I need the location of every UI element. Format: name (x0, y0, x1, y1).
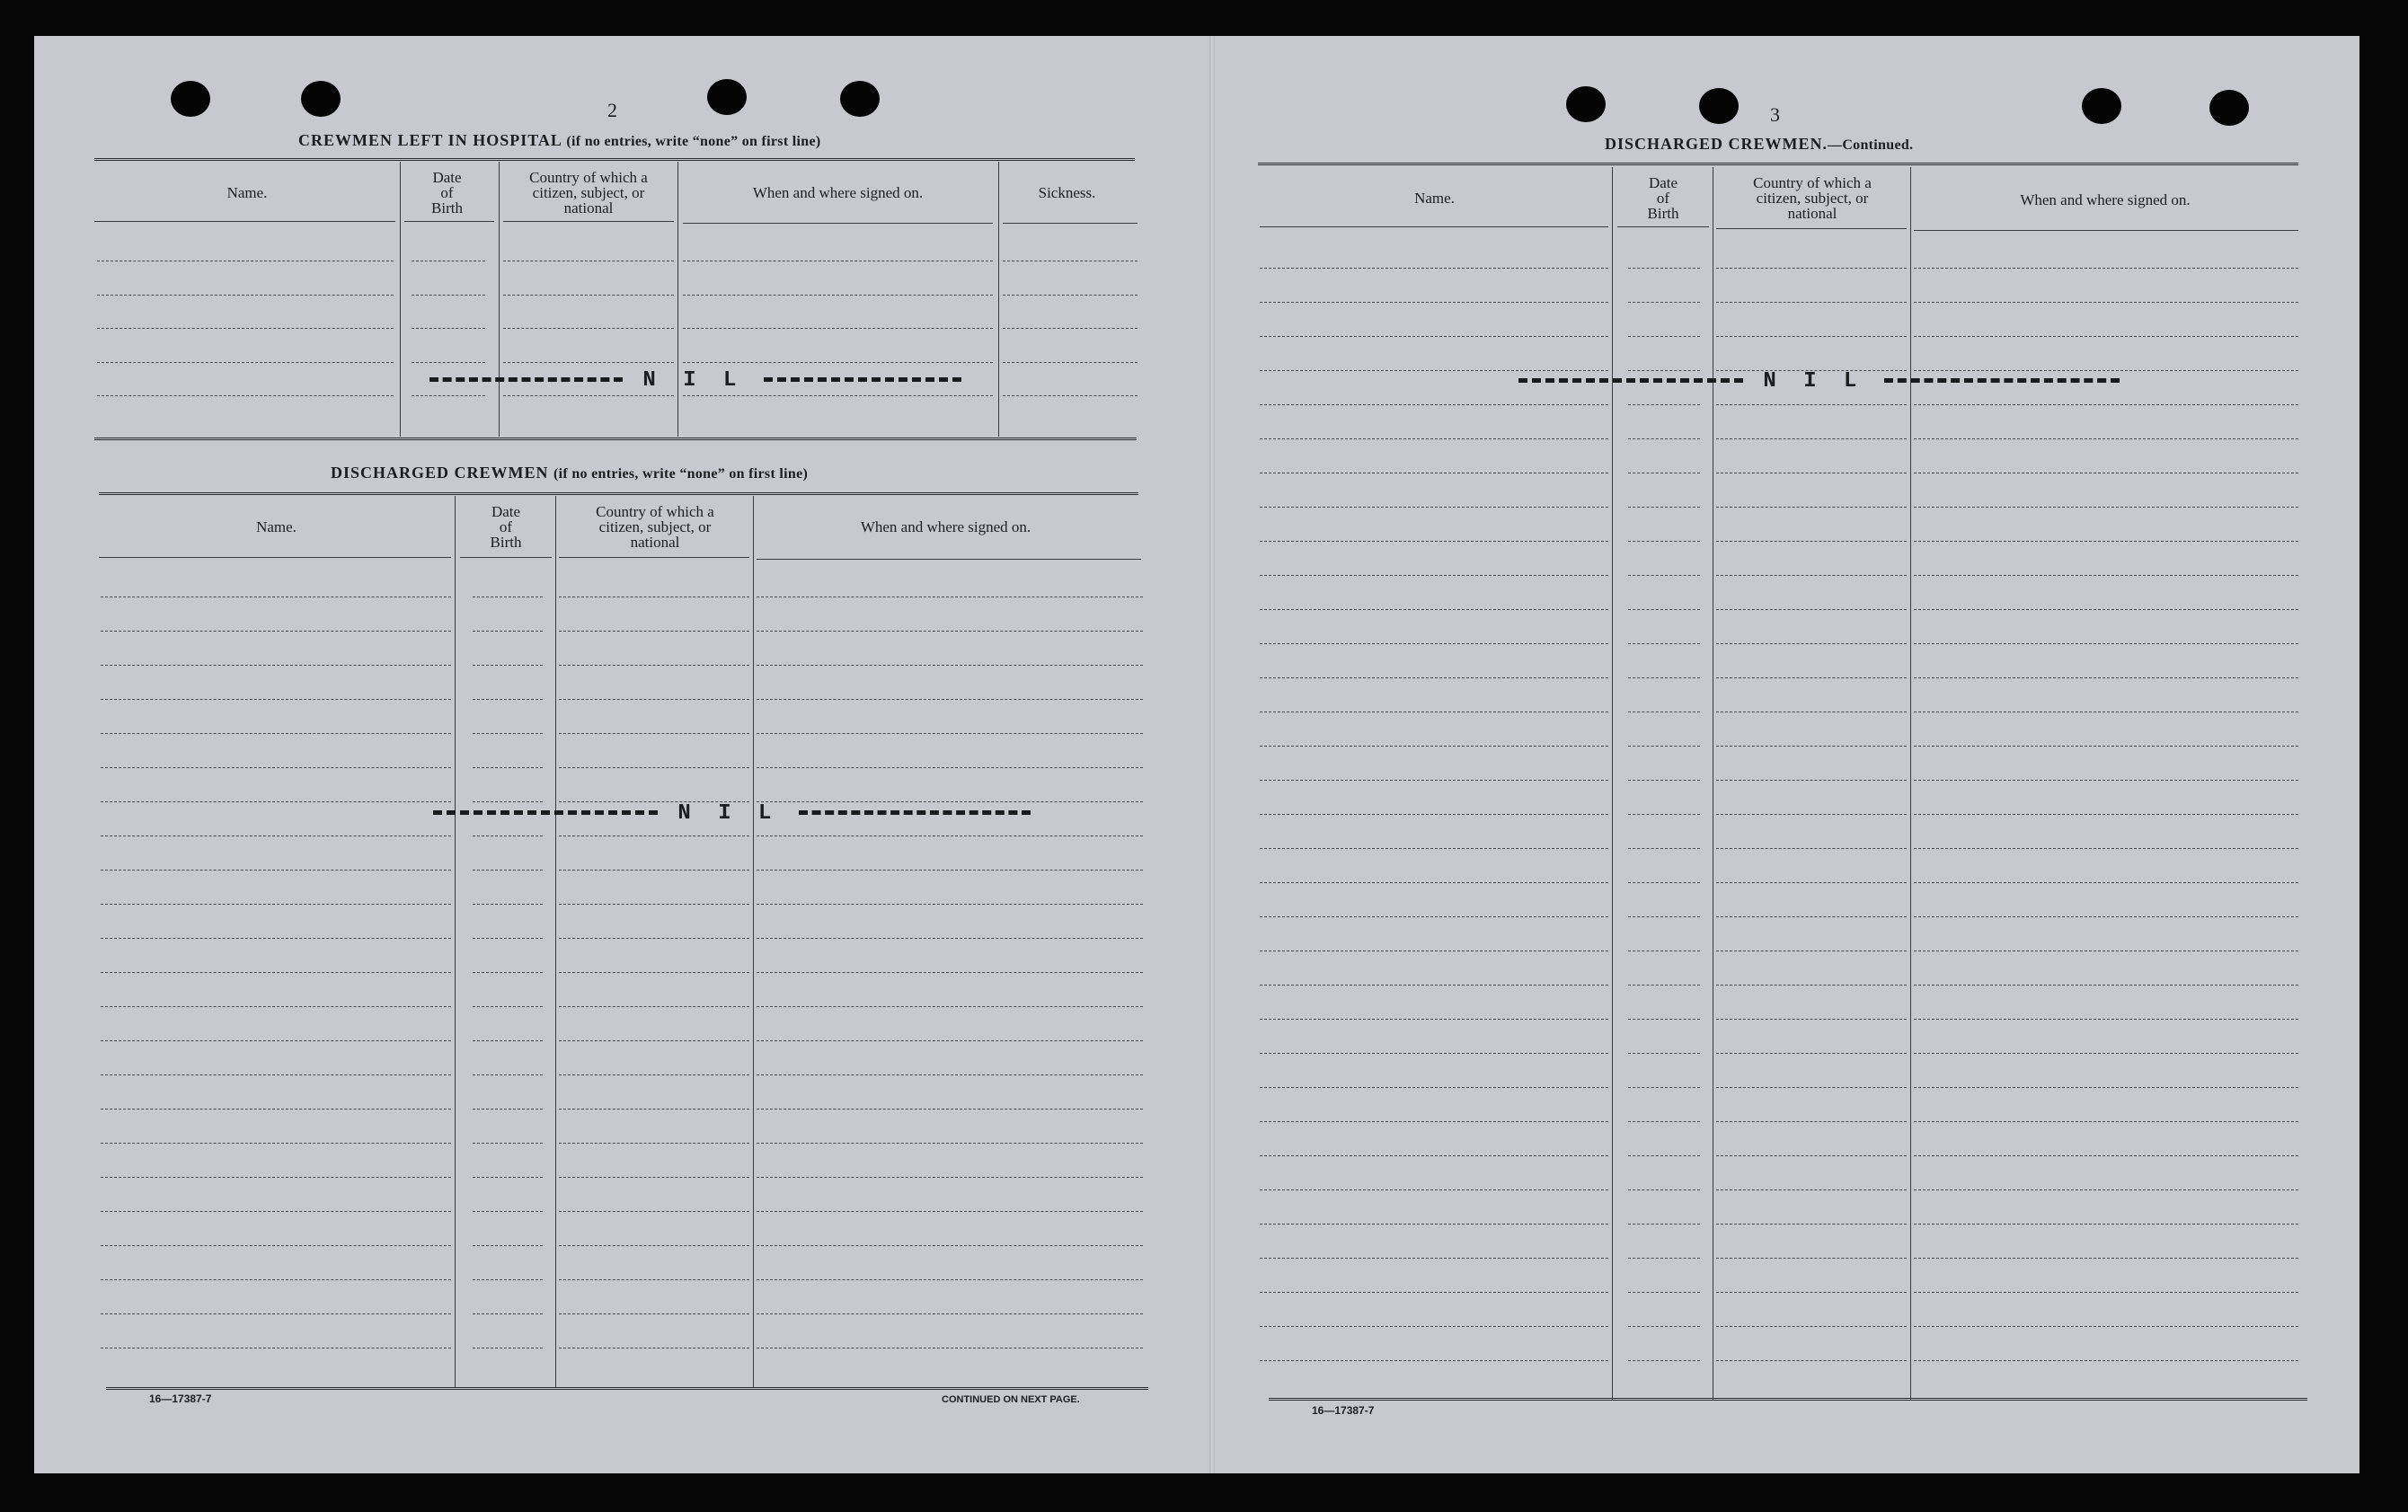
entry-line (559, 1245, 749, 1246)
nil-dash (799, 810, 1031, 815)
entry-line (101, 1245, 451, 1246)
entry-line (1628, 1121, 1700, 1122)
entry-line (559, 733, 749, 734)
hospital-title-note: (if no entries, write “none” on first line) (566, 134, 821, 149)
continued-on-next-page: CONTINUED ON NEXT PAGE. (942, 1394, 1080, 1405)
hospital-col-divider (400, 162, 401, 437)
entry-line (559, 972, 749, 973)
hospital-top-rule (94, 158, 1135, 161)
entry-line (1716, 575, 1907, 576)
discharged-col-dob: Date of Birth (490, 502, 522, 551)
hospital-section-title (298, 131, 820, 150)
entry-line (1716, 268, 1907, 269)
entry-line (1260, 1189, 1608, 1190)
entry-line (1716, 746, 1907, 747)
left-page-number: 2 (607, 99, 617, 121)
entry-line (1628, 814, 1700, 815)
entry-line (1003, 328, 1138, 329)
discharged-header-underline (559, 557, 749, 558)
entry-line (1628, 848, 1700, 849)
entry-line (1716, 882, 1907, 883)
entry-line (1914, 814, 2298, 815)
entry-line (1716, 1087, 1907, 1088)
entry-line (101, 665, 451, 666)
entry-line (101, 1143, 451, 1144)
entry-line (559, 1074, 749, 1075)
entry-line (101, 972, 451, 973)
entry-line (1716, 1155, 1907, 1156)
entry-line (1716, 438, 1907, 439)
entry-line (473, 665, 543, 666)
entry-line (101, 1313, 451, 1314)
entry-line (412, 295, 485, 296)
entry-line (559, 1313, 749, 1314)
discharged-nil-text: N I L (677, 801, 779, 826)
entry-line (559, 1040, 749, 1041)
entry-line (1914, 404, 2298, 405)
entry-line (1914, 302, 2298, 303)
entry-line (1628, 1258, 1700, 1259)
entry-line (1628, 746, 1700, 747)
entry-line (473, 1040, 543, 1041)
entry-line (1260, 1087, 1608, 1088)
hospital-header-underline (683, 223, 993, 224)
right-page-number: 3 (1770, 103, 1780, 126)
entry-line (1914, 1189, 2298, 1190)
entry-line (473, 972, 543, 973)
nil-dash (764, 377, 961, 382)
entry-line (1914, 1019, 2298, 1020)
entry-line (1260, 1360, 1608, 1361)
entry-line (101, 1040, 451, 1041)
right-form-number: 16—17387-7 (1312, 1404, 1375, 1417)
entry-line (757, 972, 1143, 973)
entry-line (101, 870, 451, 871)
entry-line (473, 1279, 543, 1280)
entry-line (101, 1279, 451, 1280)
entry-line (101, 699, 451, 700)
entry-line (1628, 1224, 1700, 1225)
entry-line (757, 1109, 1143, 1110)
entry-line (559, 1177, 749, 1178)
right-bottom-rule (1269, 1398, 2307, 1401)
entry-line (97, 295, 394, 296)
entry-line (757, 767, 1143, 768)
entry-line (1716, 985, 1907, 986)
entry-line (1628, 1019, 1700, 1020)
entry-line (473, 1074, 543, 1075)
entry-line (101, 904, 451, 905)
entry-line (412, 362, 485, 363)
entry-line (1716, 1360, 1907, 1361)
entry-line (683, 295, 993, 296)
entry-line (101, 1211, 451, 1212)
entry-line (1628, 677, 1700, 678)
entry-line (1716, 1326, 1907, 1327)
discharged-col-name: Name. (256, 517, 297, 535)
entry-line (1716, 1189, 1907, 1190)
hospital-col-divider (677, 162, 678, 437)
right-header-underline (1914, 230, 2298, 231)
entry-line (1914, 1292, 2298, 1293)
entry-line (1628, 780, 1700, 781)
entry-line (1716, 609, 1907, 610)
discharged-section-title (331, 464, 808, 482)
discharged-header-underline (757, 559, 1141, 560)
entry-line (1003, 295, 1138, 296)
entry-line (473, 767, 543, 768)
entry-line (1716, 336, 1907, 337)
hospital-col-sickness: Sickness. (1038, 183, 1096, 201)
entry-line (101, 1177, 451, 1178)
entry-line (1628, 1053, 1700, 1054)
entry-line (473, 1211, 543, 1212)
entry-line (1628, 438, 1700, 439)
hospital-header-underline (404, 221, 494, 222)
entry-line (1260, 404, 1608, 405)
discharged-col-divider (455, 496, 456, 1387)
entry-line (1716, 643, 1907, 644)
entry-line (757, 1177, 1143, 1178)
entry-line (757, 665, 1143, 666)
entry-line (683, 362, 993, 363)
entry-line (1260, 302, 1608, 303)
entry-line (1914, 780, 2298, 781)
entry-line (1260, 1258, 1608, 1259)
entry-line (757, 1040, 1143, 1041)
entry-line (1260, 916, 1608, 917)
right-col-divider (1612, 167, 1613, 1400)
right-nil-text: N I L (1763, 369, 1864, 393)
entry-line (1716, 848, 1907, 849)
entry-line (1914, 1087, 2298, 1088)
entry-line (1716, 814, 1907, 815)
discharged-col-country: Country of which a citizen, subject, or national (596, 502, 714, 551)
entry-line (1260, 507, 1608, 508)
entry-line (503, 362, 674, 363)
nil-dash (429, 377, 623, 382)
entry-line (559, 1143, 749, 1144)
entry-line (1914, 848, 2298, 849)
entry-line (1716, 677, 1907, 678)
entry-line (1914, 609, 2298, 610)
entry-line (1914, 985, 2298, 986)
entry-line (757, 870, 1143, 871)
entry-line (473, 1006, 543, 1007)
hospital-title-text: CREWMEN LEFT IN HOSPITAL (298, 131, 562, 149)
nil-dash (1884, 378, 2120, 383)
right-col-divider (1910, 167, 1911, 1400)
right-col-dob: Date of Birth (1647, 173, 1679, 222)
hospital-col-divider (499, 162, 500, 437)
entry-line (1260, 780, 1608, 781)
entry-line (1914, 1258, 2298, 1259)
entry-line (1914, 507, 2298, 508)
entry-line (101, 801, 451, 802)
entry-line (1628, 1155, 1700, 1156)
entry-line (101, 1074, 451, 1075)
entry-line (1914, 1360, 2298, 1361)
entry-line (757, 631, 1143, 632)
entry-line (1628, 1360, 1700, 1361)
discharged-title-note: (if no entries, write “none” on first line) (553, 466, 809, 482)
entry-line (757, 1211, 1143, 1212)
entry-line (473, 1177, 543, 1178)
entry-line (1628, 1087, 1700, 1088)
entry-line (1628, 916, 1700, 917)
entry-line (757, 1245, 1143, 1246)
entry-line (1260, 609, 1608, 610)
hospital-header-underline (503, 221, 674, 222)
entry-line (559, 1279, 749, 1280)
discharged-col-signed-on: When and where signed on. (860, 517, 1031, 535)
entry-line (97, 328, 394, 329)
entry-line (1628, 336, 1700, 337)
entry-line (683, 328, 993, 329)
discharged-bottom-rule (106, 1387, 1148, 1390)
hospital-nil-text: N I L (642, 368, 744, 393)
entry-line (1260, 1053, 1608, 1054)
entry-line (1914, 541, 2298, 542)
entry-line (757, 1279, 1143, 1280)
entry-line (1260, 1292, 1608, 1293)
hospital-col-name: Name. (226, 183, 268, 201)
entry-line (1914, 916, 2298, 917)
punch-hole (171, 81, 210, 117)
entry-line (683, 395, 993, 396)
entry-line (757, 904, 1143, 905)
entry-line (1914, 1224, 2298, 1225)
entry-line (559, 938, 749, 939)
entry-line (559, 904, 749, 905)
entry-line (757, 699, 1143, 700)
entry-line (559, 767, 749, 768)
punch-hole (1699, 88, 1739, 124)
entry-line (1914, 268, 2298, 269)
entry-line (101, 631, 451, 632)
entry-line (1260, 541, 1608, 542)
entry-line (1716, 780, 1907, 781)
right-title-text: DISCHARGED CREWMEN. (1605, 135, 1828, 153)
entry-line (1914, 336, 2298, 337)
entry-line (1914, 1053, 2298, 1054)
entry-line (1914, 746, 2298, 747)
right-header-underline (1617, 226, 1709, 227)
punch-hole (840, 81, 880, 117)
left-form-number: 16—17387-7 (149, 1393, 212, 1405)
entry-line (1260, 848, 1608, 849)
hospital-col-dob: Date of Birth (431, 168, 463, 217)
entry-line (101, 938, 451, 939)
entry-line (757, 1313, 1143, 1314)
hospital-bottom-rule (94, 438, 1137, 440)
entry-line (473, 1109, 543, 1110)
right-col-name: Name. (1414, 189, 1455, 207)
entry-line (559, 699, 749, 700)
entry-line (101, 1006, 451, 1007)
entry-line (1628, 1292, 1700, 1293)
entry-line (1260, 643, 1608, 644)
punch-hole (301, 81, 341, 117)
entry-line (1716, 916, 1907, 917)
entry-line (1716, 1121, 1907, 1122)
entry-line (1716, 1224, 1907, 1225)
entry-line (1628, 609, 1700, 610)
entry-line (1628, 268, 1700, 269)
entry-line (559, 1109, 749, 1110)
entry-line (1716, 1019, 1907, 1020)
entry-line (1716, 404, 1907, 405)
entry-line (1628, 302, 1700, 303)
entry-line (1628, 541, 1700, 542)
punch-hole (2082, 88, 2121, 124)
hospital-header-underline (1003, 223, 1138, 224)
discharged-title-text: DISCHARGED CREWMEN (331, 464, 549, 482)
nil-dash (1518, 378, 1743, 383)
entry-line (1260, 985, 1608, 986)
entry-line (757, 1074, 1143, 1075)
entry-line (1260, 1326, 1608, 1327)
entry-line (757, 733, 1143, 734)
entry-line (1628, 985, 1700, 986)
punch-hole (2209, 90, 2249, 126)
entry-line (473, 1313, 543, 1314)
entry-line (1260, 1121, 1608, 1122)
entry-line (1260, 882, 1608, 883)
entry-line (97, 395, 394, 396)
right-header-underline (1716, 228, 1907, 229)
entry-line (1003, 362, 1138, 363)
entry-line (473, 1143, 543, 1144)
entry-line (473, 904, 543, 905)
entry-line (1716, 1053, 1907, 1054)
right-top-rule (1258, 163, 2298, 165)
entry-line (1260, 1019, 1608, 1020)
entry-line (1260, 575, 1608, 576)
discharged-col-divider (555, 496, 556, 1387)
discharged-header-underline (99, 557, 451, 558)
right-col-signed-on: When and where signed on. (2020, 190, 2191, 208)
hospital-col-country: Country of which a citizen, subject, or national (529, 168, 648, 217)
entry-line (1914, 643, 2298, 644)
entry-line (559, 1006, 749, 1007)
entry-line (1628, 404, 1700, 405)
page-fold (1209, 36, 1215, 1473)
hospital-header-underline (94, 221, 395, 222)
hospital-col-signed-on: When and where signed on. (752, 183, 924, 201)
entry-line (1628, 643, 1700, 644)
right-title-continued: —Continued. (1828, 137, 1914, 153)
right-section-title (1605, 135, 1913, 154)
right-header-underline (1260, 226, 1608, 227)
entry-line (503, 328, 674, 329)
entry-line (1003, 395, 1138, 396)
entry-line (1914, 575, 2298, 576)
entry-line (1628, 575, 1700, 576)
hospital-col-divider (998, 162, 999, 437)
entry-line (1914, 1326, 2298, 1327)
entry-line (473, 631, 543, 632)
entry-line (503, 395, 674, 396)
entry-line (503, 295, 674, 296)
entry-line (1628, 1189, 1700, 1190)
entry-line (101, 733, 451, 734)
entry-line (1260, 336, 1608, 337)
entry-line (1628, 882, 1700, 883)
entry-line (1260, 1224, 1608, 1225)
entry-line (101, 1109, 451, 1110)
entry-line (1716, 1258, 1907, 1259)
entry-line (1716, 541, 1907, 542)
discharged-header-underline (460, 557, 552, 558)
discharged-nil-entry (433, 801, 1031, 826)
entry-line (473, 733, 543, 734)
entry-line (757, 1143, 1143, 1144)
entry-line (412, 395, 485, 396)
entry-line (559, 1211, 749, 1212)
entry-line (1914, 438, 2298, 439)
punch-hole (707, 79, 747, 115)
entry-line (757, 938, 1143, 939)
right-col-country: Country of which a citizen, subject, or national (1753, 173, 1872, 222)
entry-line (412, 328, 485, 329)
entry-line (1716, 302, 1907, 303)
punch-hole (1566, 86, 1606, 122)
entry-line (1914, 1155, 2298, 1156)
entry-line (473, 699, 543, 700)
entry-line (1716, 507, 1907, 508)
entry-line (1716, 1292, 1907, 1293)
hospital-nil-entry (429, 368, 961, 393)
nil-dash (433, 810, 658, 815)
discharged-col-divider (753, 496, 754, 1387)
entry-line (1914, 882, 2298, 883)
entry-line (1260, 677, 1608, 678)
entry-line (1260, 438, 1608, 439)
entry-line (559, 870, 749, 871)
entry-line (559, 631, 749, 632)
entry-line (97, 362, 394, 363)
entry-line (757, 1006, 1143, 1007)
entry-line (1260, 814, 1608, 815)
entry-line (1628, 507, 1700, 508)
entry-line (473, 1245, 543, 1246)
entry-line (473, 870, 543, 871)
entry-line (559, 665, 749, 666)
entry-line (1914, 677, 2298, 678)
entry-line (1260, 268, 1608, 269)
entry-line (1628, 1326, 1700, 1327)
entry-line (1260, 746, 1608, 747)
right-nil-entry (1518, 369, 2120, 393)
entry-line (1260, 1155, 1608, 1156)
entry-line (1914, 1121, 2298, 1122)
discharged-top-rule (99, 492, 1138, 495)
entry-line (101, 767, 451, 768)
entry-line (473, 938, 543, 939)
